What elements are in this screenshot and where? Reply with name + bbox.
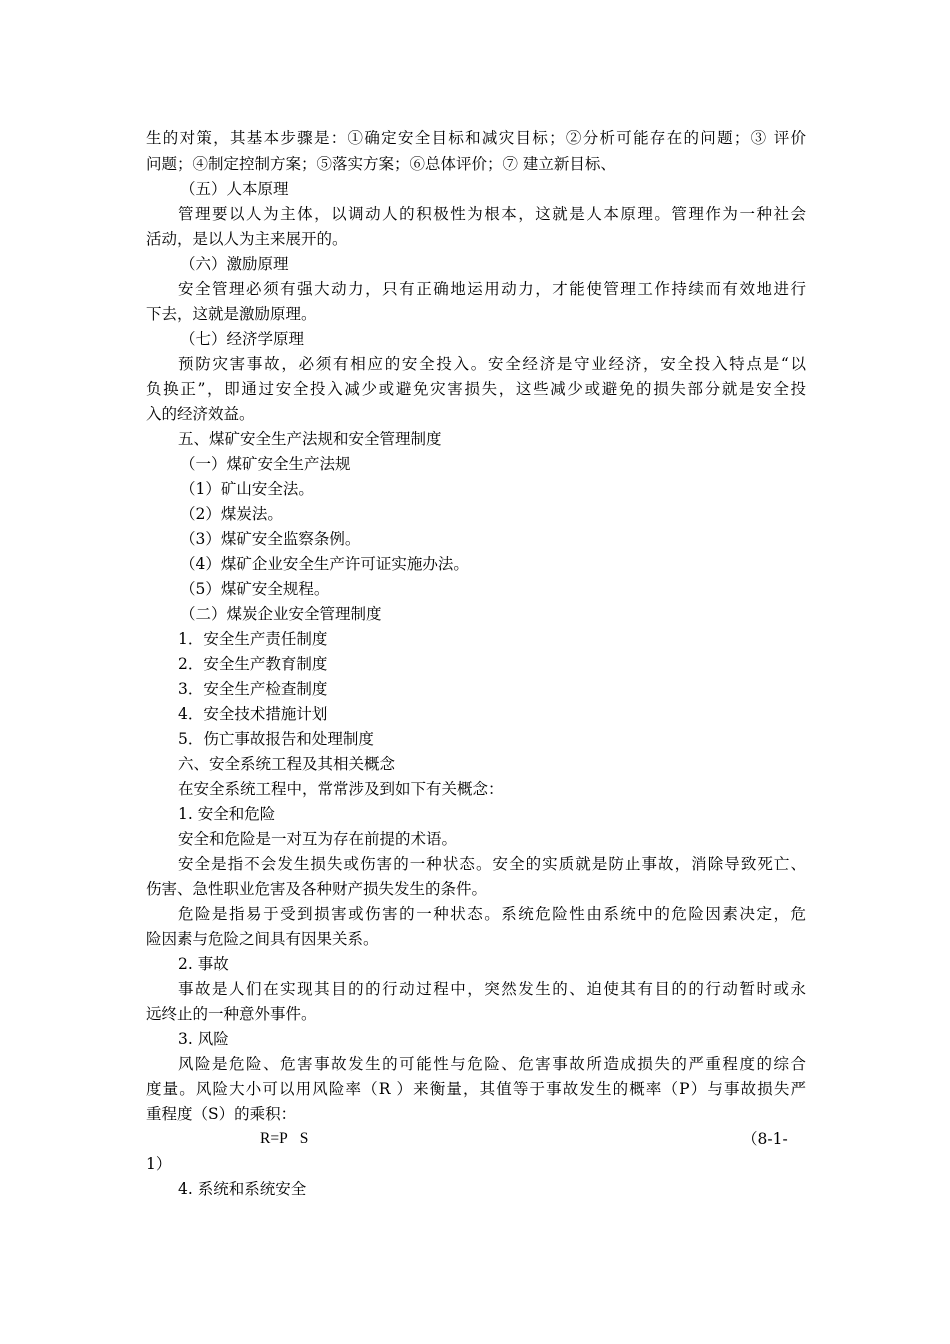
text-line [178,854,806,874]
formula-expression: R=P S [260,1130,309,1147]
list-item: 5．伤亡事故报告和处理制度 [178,730,374,748]
text-line: 安全和危险是一对互为存在前提的术语。 [178,830,458,848]
list-item: （5）煤矿安全规程。 [180,580,330,598]
text-line [178,354,806,374]
text-line [178,904,806,924]
list-item: 3．安全生产检查制度 [178,680,328,698]
list-item: 4．安全技术措施计划 [178,705,328,723]
text-line-content: 预防灾害事故，必须有相应的安全投入。安全经济是守业经济，安全投入特点是“以 [178,355,806,373]
subsection-heading: 4. 系统和系统安全 [178,1180,307,1198]
text-line-content: 事故是人们在实现其目的的行动过程中，突然发生的、迫使其有目的的行动暂时或永 [178,980,806,998]
text-line-content: 危险是指易于受到损害或伤害的一种状态。系统危险性由系统中的危险因素决定，危 [178,905,806,923]
text-line: 下去，这就是激励原理。 [146,305,317,323]
list-item: （3）煤矿安全监察条例。 [180,530,361,548]
chapter-heading: 六、安全系统工程及其相关概念 [178,755,396,773]
formula-label: （8-1- [742,1130,788,1148]
text-line [178,204,806,224]
text-line-content: 问题；④制定控制方案；⑤落实方案；⑥总体评价；⑦ 建立新目标、 [146,155,616,173]
subsection-heading: 3. 风险 [178,1030,229,1048]
list-item: 2．安全生产教育制度 [178,655,328,673]
subsection-heading: 1. 安全和危险 [178,805,276,823]
text-line-content: 管理要以人为主体，以调动人的积极性为根本，这就是人本原理。管理作为一种社会 [178,205,806,223]
text-line-content: 风险是危险、危害事故发生的可能性与危险、危害事故所造成损失的严重程度的综合 [178,1055,806,1073]
list-item: 1．安全生产责任制度 [178,630,328,648]
text-line [178,1054,806,1074]
text-line: 险因素与危险之间具有因果关系。 [146,930,379,948]
section-heading: （一）煤矿安全生产法规 [180,455,351,473]
section-heading: （七）经济学原理 [180,330,305,348]
text-line [146,154,616,174]
text-line: 伤害、急性职业危害及各种财产损失发生的条件。 [146,880,488,898]
formula-label-continued: 1） [146,1155,172,1173]
text-line [146,379,806,399]
text-line-content: 负换正”，即通过安全投入减少或避免灾害损失，这些减少或避免的损失部分就是安全投 [146,380,806,398]
text-line-content: 安全是指不会发生损失或伤害的一种状态。安全的实质就是防止事故，消除导致死亡、 [178,855,806,873]
text-line: 在安全系统工程中，常常涉及到如下有关概念： [178,780,504,798]
text-line-content: 度量。风险大小可以用风险率（R ）来衡量，其值等于事故发生的概率（P）与事故损失严 [146,1080,806,1098]
section-heading: （五）人本原理 [180,180,289,198]
section-heading: （二）煤炭企业安全管理制度 [180,605,382,623]
text-line: 重程度（S）的乘积： [146,1105,297,1123]
text-line [178,979,806,999]
text-line [146,1079,806,1099]
chapter-heading: 五、煤矿安全生产法规和安全管理制度 [178,430,442,448]
text-line-content: 安全管理必须有强大动力，只有正确地运用动力，才能使管理工作持续而有效地进行 [178,280,806,298]
list-item: （1）矿山安全法。 [180,480,314,498]
text-line-content: 生的对策，其基本步骤是：①确定安全目标和减灾目标；②分析可能存在的问题；③ 评价 [146,129,806,147]
text-line: 入的经济效益。 [146,405,255,423]
text-line: 活动，是以人为主来展开的。 [146,230,348,248]
list-item: （2）煤炭法。 [180,505,283,523]
list-item: （4）煤矿企业安全生产许可证实施办法。 [180,555,469,573]
subsection-heading: 2. 事故 [178,955,229,973]
text-line [146,128,806,148]
text-line: 远终止的一种意外事件。 [146,1005,317,1023]
text-line [178,279,806,299]
section-heading: （六）激励原理 [180,255,289,273]
